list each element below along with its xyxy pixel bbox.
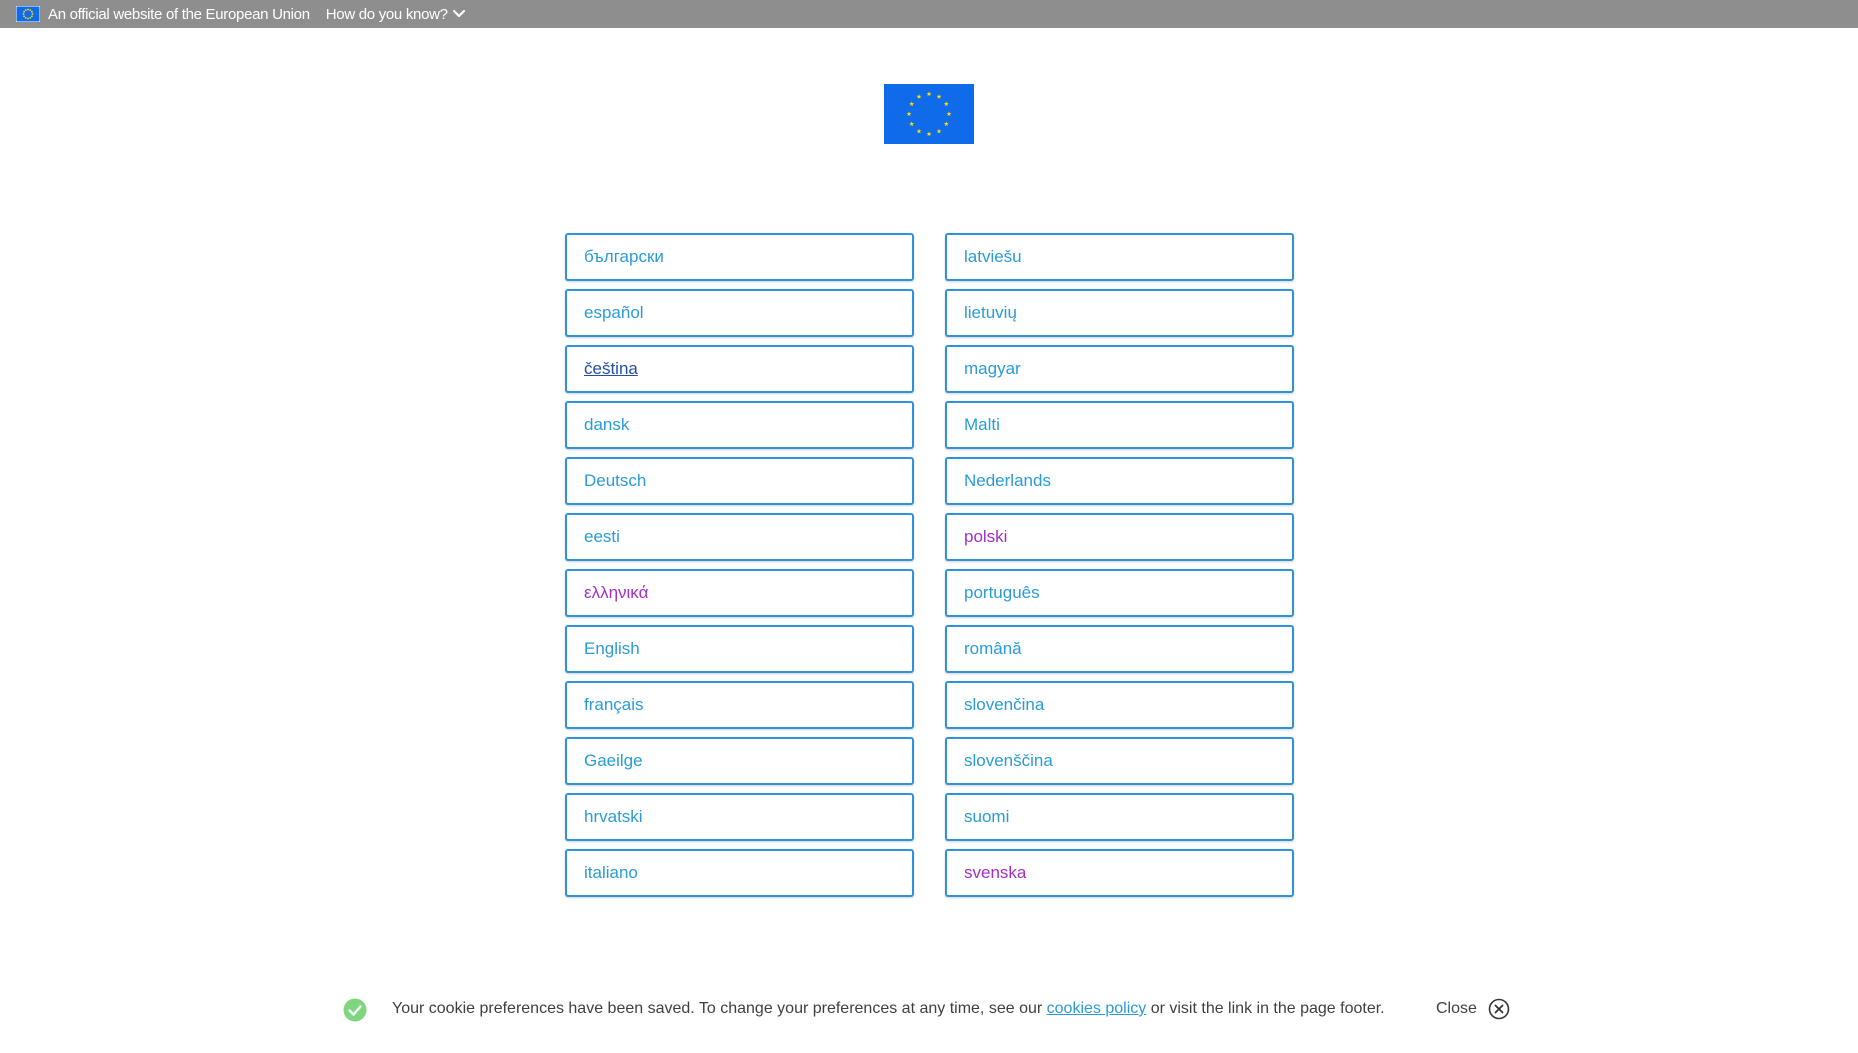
language-label: ελληνικά	[584, 583, 649, 602]
language-label: lietuvių	[964, 303, 1017, 322]
language-button[interactable]	[945, 401, 1294, 449]
language-label: slovenščina	[964, 751, 1053, 770]
language-button[interactable]	[565, 793, 914, 841]
language-button[interactable]	[945, 849, 1294, 897]
language-button[interactable]	[945, 625, 1294, 673]
cookies-policy-link[interactable]: cookies policy	[1046, 1000, 1147, 1017]
language-label: English	[584, 639, 640, 658]
language-button[interactable]	[945, 569, 1294, 617]
how-do-you-know-toggle[interactable]	[326, 6, 466, 23]
language-button[interactable]	[565, 849, 914, 897]
chevron-down-icon	[452, 9, 466, 19]
cookie-message	[392, 1000, 1385, 1018]
language-button[interactable]	[565, 401, 914, 449]
language-label: latviešu	[964, 247, 1022, 266]
language-label: français	[584, 695, 644, 714]
language-label: polski	[964, 527, 1008, 546]
language-button[interactable]	[565, 233, 914, 281]
language-label: Nederlands	[964, 471, 1051, 490]
language-button[interactable]	[565, 625, 914, 673]
language-label: italiano	[584, 863, 638, 882]
language-button[interactable]	[945, 289, 1294, 337]
language-label: Gaeilge	[584, 751, 643, 770]
close-icon	[1488, 998, 1510, 1020]
eu-logo-icon	[884, 84, 974, 144]
check-circle-icon	[343, 998, 367, 1022]
language-label: dansk	[584, 415, 630, 434]
language-label: română	[964, 639, 1022, 658]
language-button[interactable]	[565, 513, 914, 561]
language-button[interactable]	[945, 737, 1294, 785]
language-button[interactable]	[565, 681, 914, 729]
eu-flag-icon	[16, 6, 40, 22]
language-label: čeština	[584, 359, 638, 378]
language-label: magyar	[964, 359, 1021, 378]
language-button[interactable]	[565, 457, 914, 505]
language-label: suomi	[964, 807, 1010, 826]
eu-official-banner	[0, 0, 1858, 28]
close-label: Close	[1436, 1000, 1477, 1017]
cookie-notice	[0, 990, 1858, 1030]
language-button[interactable]	[565, 289, 914, 337]
language-button[interactable]	[945, 345, 1294, 393]
cookie-message-start: Your cookie preferences have been saved. To change your preferences at any time, see our	[392, 1000, 1047, 1017]
language-button[interactable]	[945, 513, 1294, 561]
language-label: svenska	[964, 863, 1027, 882]
language-label: eesti	[584, 527, 620, 546]
language-button[interactable]	[945, 233, 1294, 281]
official-website-text: An official website of the European Union	[48, 5, 310, 23]
language-label: Deutsch	[584, 471, 647, 490]
language-label: português	[964, 583, 1040, 602]
cookie-close-button[interactable]	[1436, 998, 1510, 1020]
cookie-message-end: or visit the link in the page footer.	[1146, 1000, 1385, 1017]
language-label: español	[584, 303, 644, 322]
language-label: български	[584, 247, 664, 266]
language-label: Malti	[964, 415, 1000, 434]
language-button[interactable]	[565, 737, 914, 785]
language-button[interactable]	[565, 345, 914, 393]
language-button[interactable]	[565, 569, 914, 617]
how-do-you-know-label: How do you know?	[325, 5, 448, 23]
language-label: hrvatski	[584, 807, 643, 826]
language-label: slovenčina	[964, 695, 1045, 714]
language-button[interactable]	[945, 457, 1294, 505]
language-button[interactable]	[945, 793, 1294, 841]
language-button[interactable]	[945, 681, 1294, 729]
